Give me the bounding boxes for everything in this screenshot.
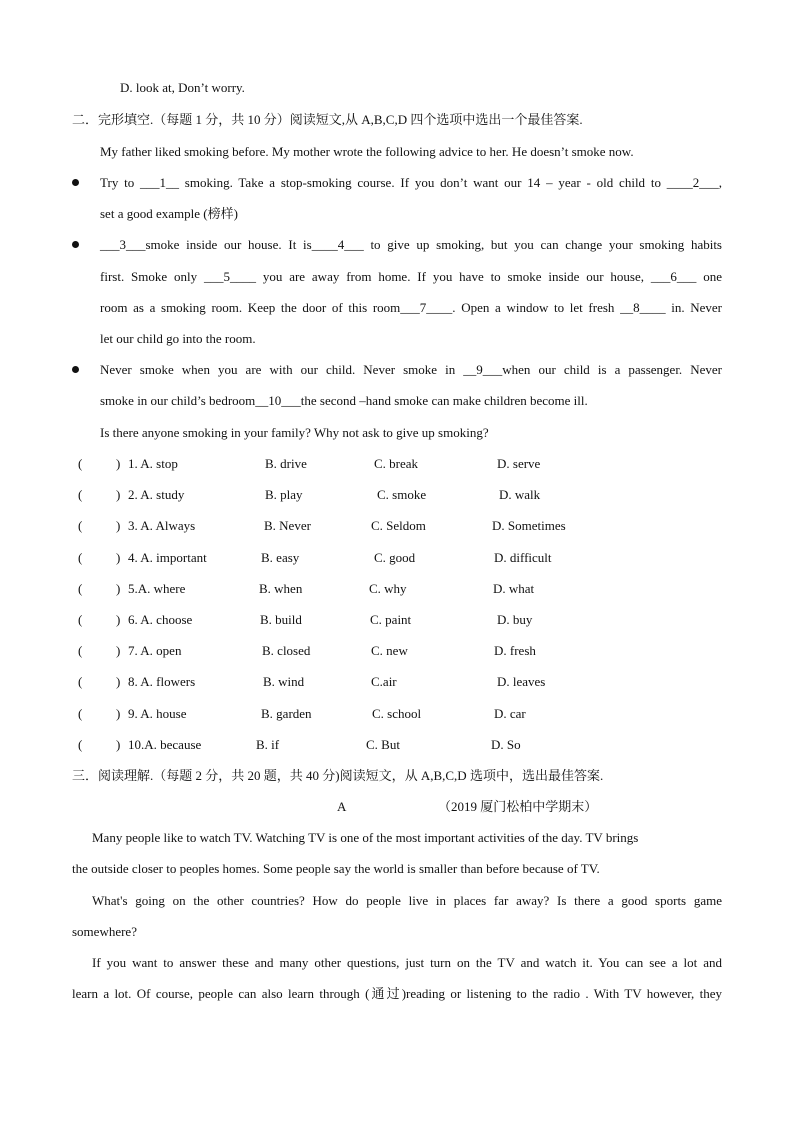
question-option-d: D. difficult [494, 549, 552, 565]
question-option-d: D. car [494, 705, 526, 721]
question-option-c: C. school [372, 705, 422, 721]
question-option-a: 4. A. important [128, 549, 207, 565]
question-option-b: B. wind [263, 674, 305, 690]
bullet3-line2: smoke in our child’s bedroom__10___the second –hand smoke can make children become ill. [100, 393, 588, 408]
bullet1-line2: set a good example (榜样) [100, 206, 238, 221]
question-option-b: B. easy [261, 549, 300, 565]
question-option-d: D. So [491, 736, 521, 752]
bullet1-line1: Try to ___1__ smoking. Take a stop-smoking course. If you don’t want our 14 – year - old child to ____2___, [100, 175, 722, 190]
question-option-c: C.air [371, 674, 397, 690]
question-option-d: D. serve [497, 456, 541, 471]
answer-paren-open[interactable]: ( [78, 549, 83, 565]
para2-line2: somewhere? [72, 924, 137, 939]
question-option-a: 3. A. Always [128, 518, 196, 534]
question-option-c: C. break [374, 456, 419, 471]
question-option-a: 1. A. stop [128, 456, 178, 471]
question-option-c: C. paint [370, 612, 412, 627]
question-option-b: B. play [265, 487, 303, 503]
question-option-d: D. leaves [497, 674, 546, 690]
answer-paren-open[interactable]: ( [78, 643, 83, 659]
answer-paren-close: ) [116, 487, 121, 503]
question-option-b: B. garden [261, 705, 312, 721]
answer-paren-open[interactable]: ( [78, 705, 83, 721]
question-option-c: C. good [374, 549, 416, 565]
passage-source: （2019 厦门松柏中学期末） [438, 799, 598, 814]
question-option-d: D. Sometimes [492, 518, 566, 534]
question-option-a: 5.A. where [128, 580, 186, 596]
para2-line1: What's going on the other countries? How do people live in places far away? Is there a good sports game [92, 893, 722, 908]
question-option-a: 7. A. open [128, 643, 182, 659]
passage-label: A [337, 799, 347, 814]
question-option-c: C. Seldom [371, 518, 426, 534]
section2-closing: Is there anyone smoking in your family? Why not ask to give up smoking? [100, 425, 489, 440]
bullet2-line2: first. Smoke only ___5____ you are away from home. If you have to smoke inside our house, ___6___ one [100, 269, 722, 284]
bullet-icon [72, 179, 79, 186]
question-option-a: 9. A. house [128, 705, 187, 721]
answer-paren-open[interactable]: ( [78, 674, 83, 690]
bullet2-line1: ___3___smoke inside our house. It is____4___ to give up smoking, but you can change your smoking habits [100, 237, 722, 252]
question-option-c: C. new [371, 643, 408, 659]
para1-line1: Many people like to watch TV. Watching TV is one of the most important activities of the day. TV brings [92, 830, 639, 845]
answer-paren-open[interactable]: ( [78, 736, 83, 752]
question-option-b: B. Never [264, 518, 311, 534]
question-option-a: 2. A. study [128, 487, 185, 503]
section2-heading: 二．完形填空.（每题 1 分，共 10 分）阅读短文,从 A,B,C,D 四个选项中选出一个最佳答案. [72, 112, 583, 127]
question-option-a: 8. A. flowers [128, 674, 196, 690]
answer-paren-open[interactable]: ( [78, 580, 83, 596]
answer-paren-close: ) [116, 518, 121, 534]
bullet-icon [72, 366, 79, 373]
para3-line1: If you want to answer these and many other questions, just turn on the TV and watch it. You can see a lot and [92, 955, 722, 970]
answer-paren-open[interactable]: ( [78, 612, 83, 627]
question-option-c: C. smoke [377, 487, 427, 503]
prev-option-d: D. look at, Don’t worry. [120, 80, 245, 95]
question-option-b: B. drive [265, 456, 307, 471]
answer-paren-close: ) [116, 643, 121, 659]
question-option-b: B. build [260, 612, 302, 627]
question-option-c: C. But [366, 736, 400, 752]
answer-paren-open[interactable]: ( [78, 456, 83, 471]
question-option-d: D. what [493, 580, 535, 596]
question-option-a: 6. A. choose [128, 612, 193, 627]
section3-heading: 三．阅读理解.（每题 2 分，共 20 题，共 40 分)阅读短文，从 A,B,C,D 选项中，选出最佳答案. [72, 768, 604, 783]
bullet2-line3: room as a smoking room. Keep the door of this room___7____. Open a window to let fresh __8____ in. Never [100, 300, 722, 315]
answer-paren-close: ) [116, 549, 121, 565]
question-option-d: D. walk [499, 487, 541, 503]
answer-paren-open[interactable]: ( [78, 518, 83, 534]
answer-paren-close: ) [116, 456, 121, 471]
answer-paren-open[interactable]: ( [78, 487, 83, 503]
question-option-a: 10.A. because [128, 736, 202, 752]
bullet3-line1: Never smoke when you are with our child. Never smoke in __9___when our child is a passenger. Never [100, 362, 722, 377]
question-option-b: B. closed [262, 643, 311, 659]
bullet-icon [72, 241, 79, 248]
para3-line2: learn a lot. Of course, people can also learn through (通过)reading or listening to the radio . With TV however, they [72, 986, 722, 1001]
section2-intro: My father liked smoking before. My mother wrote the following advice to her. He doesn’t smoke now. [100, 144, 634, 159]
question-option-d: D. fresh [494, 643, 536, 659]
question-option-b: B. when [259, 580, 303, 596]
bullet2-line4: let our child go into the room. [100, 331, 256, 346]
answer-paren-close: ) [116, 580, 121, 596]
question-option-b: B. if [256, 736, 280, 752]
answer-paren-close: ) [116, 705, 121, 721]
question-option-c: C. why [369, 580, 407, 596]
answer-paren-close: ) [116, 612, 121, 627]
answer-paren-close: ) [116, 736, 121, 752]
answer-paren-close: ) [116, 674, 121, 690]
question-option-d: D. buy [497, 612, 533, 627]
para1-line2: the outside closer to peoples homes. Some people say the world is smaller than before because of TV. [72, 861, 600, 876]
